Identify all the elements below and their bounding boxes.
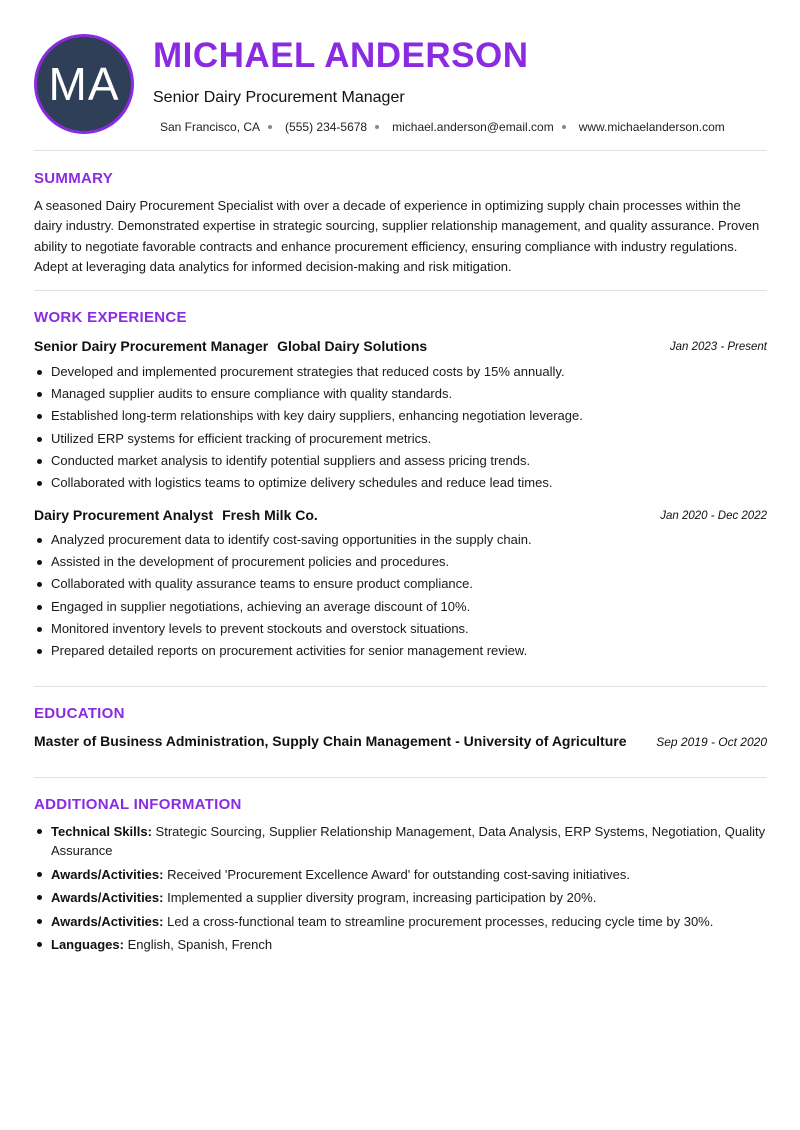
job-bullets [34, 362, 767, 495]
list-item: Conducted market analysis to identify potential suppliers and assess pricing trends. [34, 451, 767, 473]
contact-row [160, 120, 725, 134]
job-bullets [34, 530, 767, 663]
avatar-initials: MA [48, 58, 120, 110]
list-item [34, 822, 767, 860]
list-item: Monitored inventory levels to prevent stockouts and overstock situations. [34, 619, 767, 641]
list-item: Utilized ERP systems for efficient tracking of procurement metrics. [34, 429, 767, 451]
list-item: Developed and implemented procurement strategies that reduced costs by 15% annually. [34, 362, 767, 384]
info-label: Technical Skills: [51, 824, 152, 839]
job-dates: Jan 2023 - Present [669, 341, 767, 353]
list-item: Prepared detailed reports on procurement activities for senior management review. [34, 641, 767, 663]
info-text: Strategic Sourcing, Supplier Relationship Management, Data Analysis, ERP Systems, Negotiation, Quality Assurance [51, 824, 766, 858]
contact-location: San Francisco, CA [160, 120, 261, 134]
list-item [34, 865, 767, 884]
divider [34, 686, 767, 687]
contact-email[interactable]: michael.anderson@email.com [392, 120, 554, 134]
list-item: Collaborated with quality assurance teams to ensure product compliance. [34, 574, 767, 596]
info-label: Awards/Activities: [51, 866, 164, 882]
work-experience-heading: WORK EXPERIENCE [34, 309, 187, 326]
job-company: Fresh Milk Co. [222, 507, 318, 523]
info-label: Languages: [51, 937, 124, 952]
info-text: Led a cross-functional team to streamline procurement processes, reducing cycle time by 30%. [167, 913, 714, 929]
job-dates: Jan 2020 - Dec 2022 [660, 510, 767, 522]
divider [34, 777, 767, 778]
contact-phone[interactable]: (555) 234-5678 [285, 120, 368, 134]
job-header [34, 338, 767, 354]
candidate-title: Senior Dairy Procurement Manager [153, 89, 405, 106]
info-label: Awards/Activities: [51, 890, 164, 905]
info-text: English, Spanish, French [127, 937, 273, 952]
separator-dot-icon [375, 125, 379, 129]
education-dates: Sep 2019 - Oct 2020 [656, 735, 767, 749]
list-item: Assisted in the development of procurement policies and procedures. [34, 552, 767, 574]
info-label: Awards/Activities: [51, 913, 164, 929]
divider [34, 150, 767, 151]
summary-heading: SUMMARY [34, 170, 114, 187]
job-company: Global Dairy Solutions [277, 338, 428, 354]
job-header [34, 507, 767, 523]
separator-dot-icon [562, 125, 566, 129]
list-item: Managed supplier audits to ensure compliance with quality standards. [34, 384, 767, 406]
education-degree: Master of Business Administration, Supply Chain Management - University of Agriculture [34, 733, 627, 749]
list-item [34, 912, 767, 931]
education-heading: EDUCATION [34, 705, 125, 722]
avatar [34, 34, 134, 134]
candidate-name: MICHAEL ANDERSON [153, 36, 529, 75]
summary-text: A seasoned Dairy Procurement Specialist with over a decade of experience in optimizing supply chain processes within the dairy industry. Demonstrated expertise in strategic sourcing, supplier relationship management, and quality assurance. Proven ability to negotiate favorable contracts and enhance procurement efficiency, ensuring compliance with industry regulations. Adept at leveraging data analytics for informed decision-making and risk mitigation. [34, 198, 760, 274]
list-item [34, 935, 767, 954]
list-item: Collaborated with logistics teams to optimize delivery schedules and reduce lead times. [34, 473, 767, 495]
job-role: Dairy Procurement Analyst [34, 507, 214, 523]
additional-info-heading: ADDITIONAL INFORMATION [34, 796, 242, 813]
list-item: Engaged in supplier negotiations, achieving an average discount of 10%. [34, 597, 767, 619]
list-item: Analyzed procurement data to identify cost-saving opportunities in the supply chain. [34, 530, 767, 552]
divider [34, 290, 767, 291]
info-text: Implemented a supplier diversity program, increasing participation by 20%. [167, 890, 597, 905]
contact-website[interactable]: www.michaelanderson.com [578, 120, 725, 134]
list-item: Established long-term relationships with key dairy suppliers, enhancing negotiation leverage. [34, 406, 767, 428]
separator-dot-icon [268, 125, 272, 129]
list-item [34, 888, 767, 907]
info-text: Received 'Procurement Excellence Award' for outstanding cost-saving initiatives. [167, 866, 630, 882]
additional-info-list [34, 822, 767, 959]
job-role: Senior Dairy Procurement Manager [34, 338, 269, 354]
